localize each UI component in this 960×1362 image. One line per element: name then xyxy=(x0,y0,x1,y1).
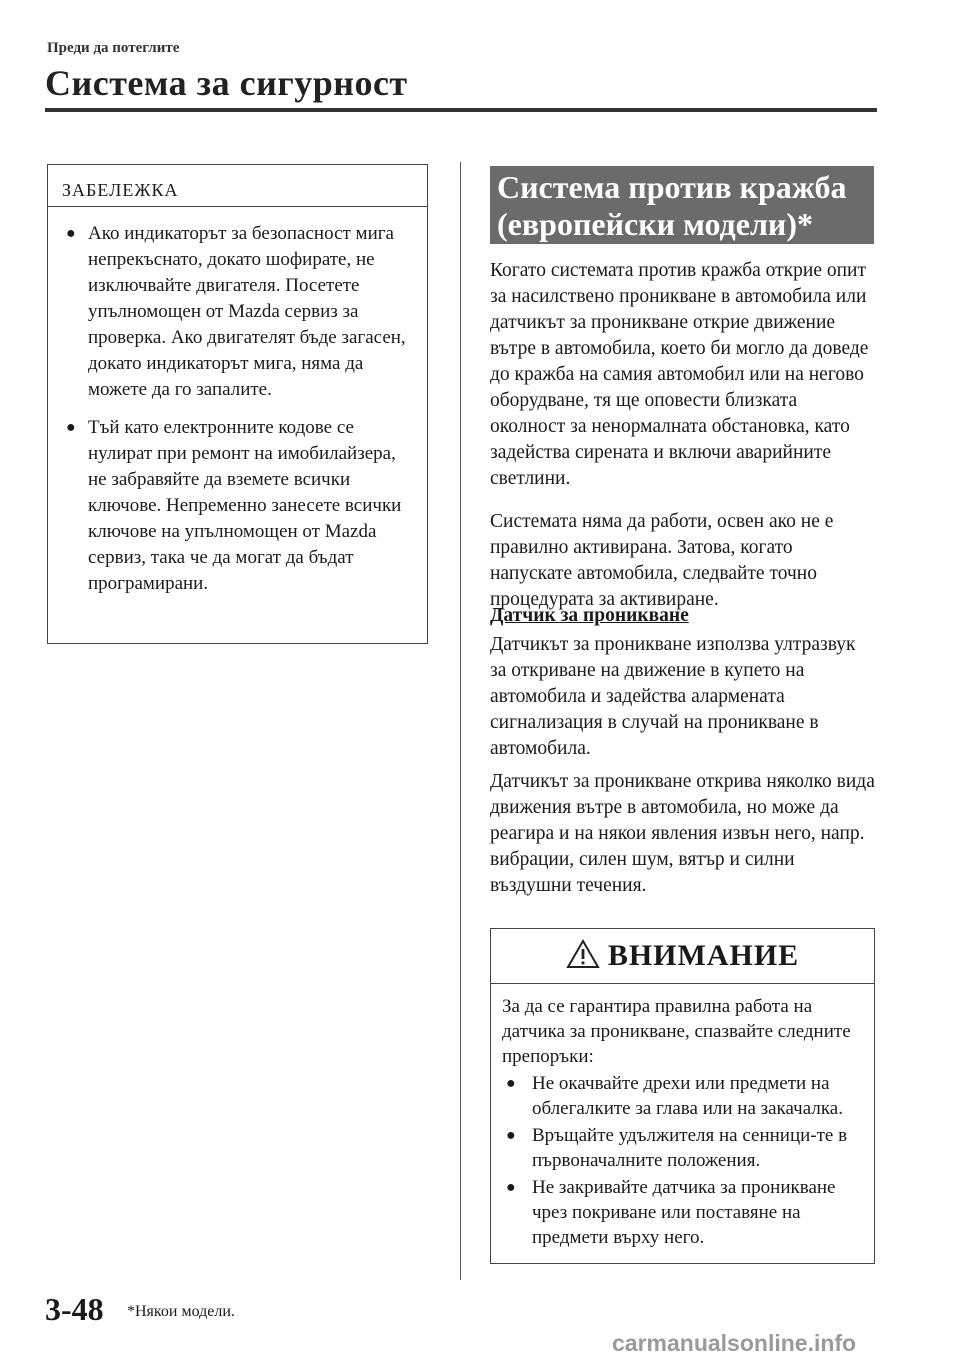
note-list xyxy=(48,207,427,597)
section-banner xyxy=(490,166,874,244)
warning-list xyxy=(502,1071,864,1250)
footnote: *Някои модели. xyxy=(127,1303,235,1320)
warning-item-text: Не окачвайте дрехи или предмети на облегалките за глава или на закачалка. xyxy=(532,1073,843,1119)
bullet-icon: ● xyxy=(506,1127,516,1144)
bullet-icon: ● xyxy=(506,1075,516,1092)
subheading: Датчик за проникване xyxy=(490,605,689,626)
warning-item xyxy=(502,1071,864,1121)
header-section-label: Преди да потеглите xyxy=(47,40,180,56)
body-paragraph: Датчикът за проникване използва ултразвук за откриване на движение в купето на автомобила и задейства алармената сигнализация в случай на проникване в автомобила. xyxy=(490,634,856,759)
note-item-text: Ако индикаторът за безопасност мига непрекъснато, докато шофирате, не изключвайте двигателя. Посетете упълномощен от Mazda сервиз за проверка. Ако двигателят бъде загасен, докато индикаторът мига, няма да можете да го запалите. xyxy=(88,223,406,400)
body-paragraph: Системата няма да работи, освен ако не е правилно активирана. Затова, когато напускате автомобила, следвайте точно процедурата за активиране. xyxy=(490,511,834,610)
column-divider xyxy=(460,162,461,1280)
bullet-icon: ● xyxy=(66,419,76,436)
warning-header xyxy=(491,929,874,984)
warning-intro: За да се гарантира правилна работа на датчика за проникване, спазвайте следните препоръки: xyxy=(502,996,851,1067)
body-paragraph: Датчикът за проникване открива няколко вида движения вътре в автомобила, но може да реагира и на някои явления извън него, напр. вибрации, силен шум, вятър и силни въздушни течения. xyxy=(490,771,875,896)
note-item xyxy=(62,221,415,403)
watermark: carmanualsonline.info xyxy=(612,1330,857,1356)
warning-title: ВНИМАНИЕ xyxy=(607,939,800,972)
bullet-icon: ● xyxy=(66,225,76,242)
header-rule xyxy=(45,108,877,112)
warning-item-text: Връщайте удължителя на сенници-те в първоначалните положения. xyxy=(532,1125,848,1171)
warning-item xyxy=(502,1123,864,1173)
note-box xyxy=(47,164,428,644)
page-title: Система за сигурност xyxy=(45,63,408,103)
note-title: ЗАБЕЛЕЖКА xyxy=(48,165,427,207)
body-paragraph: Когато системата против кражба открие опит за насилствено проникване в автомобила или датчикът за проникване открие движение вътре в автомобила, което би могло да доведе до кражба на самия автомобил или на негово оборудване, тя ще оповести близката околност за ненормалната обстановка, като задейства сирената и включи аварийните светлини. xyxy=(490,260,869,489)
warning-item xyxy=(502,1175,864,1250)
bullet-icon: ● xyxy=(506,1179,516,1196)
note-item-text: Тъй като електронните кодове се нулират при ремонт на имобилайзера, не забравяйте да вземете всички ключове. Непременно занесете всички ключове на упълномощен от Mazda сервиз, така че да могат да бъдат програмирани. xyxy=(88,417,402,594)
note-item xyxy=(62,415,415,597)
page-number: 3-48 xyxy=(45,1291,104,1327)
section-title-line2: (европейски модели)* xyxy=(497,206,813,242)
warning-box xyxy=(490,928,875,1264)
section-title-line1: Система против кражба xyxy=(497,169,847,205)
warning-triangle-icon xyxy=(566,939,600,974)
warning-item-text: Не закривайте датчика за проникване чрез покриване или поставяне на предмети върху него. xyxy=(532,1177,836,1248)
